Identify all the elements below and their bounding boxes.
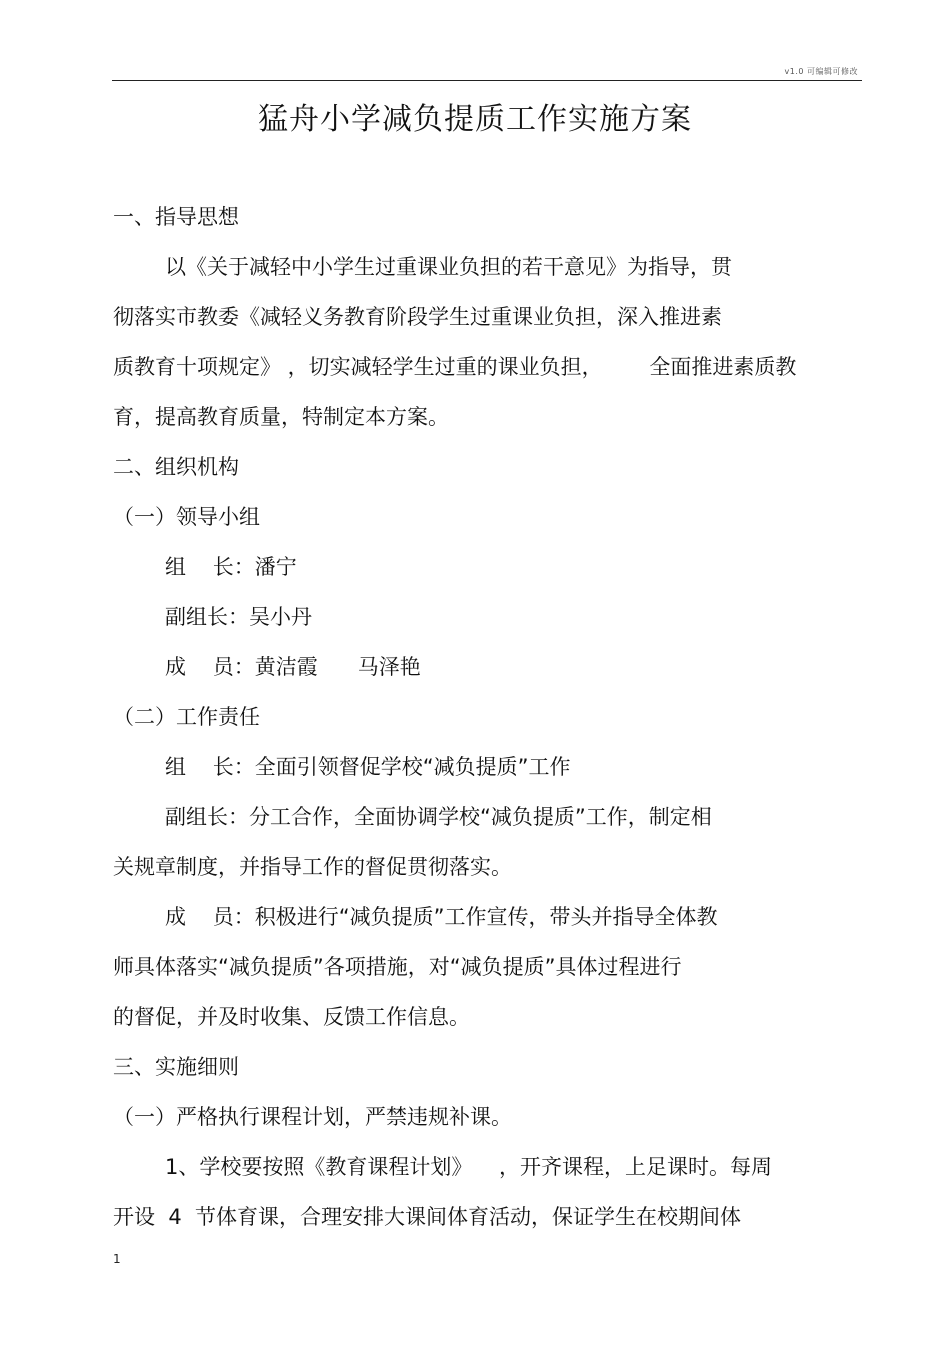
duty-line: 的督促，并及时收集、反馈工作信息。 — [113, 1005, 470, 1029]
leader-line: 副组长：吴小丹 — [165, 605, 312, 629]
page-number: 1 — [113, 1252, 121, 1266]
section-heading: 二、组织机构 — [113, 455, 239, 479]
duty-line: 关规章制度，并指导工作的督促贯彻落实。 — [113, 855, 512, 879]
duty-line: 副组长：分工合作，全面协调学校“减负提质”工作，制定相 — [165, 805, 712, 829]
duty-line: 师具体落实“减负提质”各项措施，对“减负提质”具体过程进行 — [113, 955, 682, 979]
section-heading: 三、实施细则 — [113, 1055, 239, 1079]
leader-line: 组 长：潘宁 — [165, 555, 297, 579]
duty-line: 成 员：积极进行“减负提质”工作宣传，带头并指导全体教 — [165, 905, 718, 929]
header-rule — [112, 80, 862, 81]
paragraph-line: 1、学校要按照《教育课程计划》 ，开齐课程，上足课时。每周 — [165, 1155, 773, 1179]
section-heading: 一、指导思想 — [113, 205, 239, 229]
paragraph-line: 以《关于减轻中小学生过重课业负担的若干意见》为指导，贯 — [165, 255, 732, 279]
paragraph-line: 育，提高教育质量，特制定本方案。 — [113, 405, 449, 429]
duty-line: 组 长：全面引领督促学校“减负提质”工作 — [165, 755, 571, 779]
document-title: 猛舟小学减负提质工作实施方案 — [258, 102, 692, 137]
header-version-label: v1.0 可编辑可修改 — [784, 67, 858, 76]
leader-line: 成 员：黄洁霞 马泽艳 — [165, 655, 421, 679]
subsection-heading: （一）领导小组 — [113, 505, 260, 529]
paragraph-line: 彻落实市教委《减轻义务教育阶段学生过重课业负担，深入推进素 — [113, 305, 722, 329]
paragraph-line: 质教育十项规定》 ，切实减轻学生过重的课业负担， 全面推进素质教 — [113, 355, 797, 379]
paragraph-line: 开设 4 节体育课，合理安排大课间体育活动，保证学生在校期间体 — [113, 1205, 742, 1229]
subsection-heading: （一）严格执行课程计划，严禁违规补课。 — [113, 1105, 512, 1129]
subsection-heading: （二）工作责任 — [113, 705, 260, 729]
